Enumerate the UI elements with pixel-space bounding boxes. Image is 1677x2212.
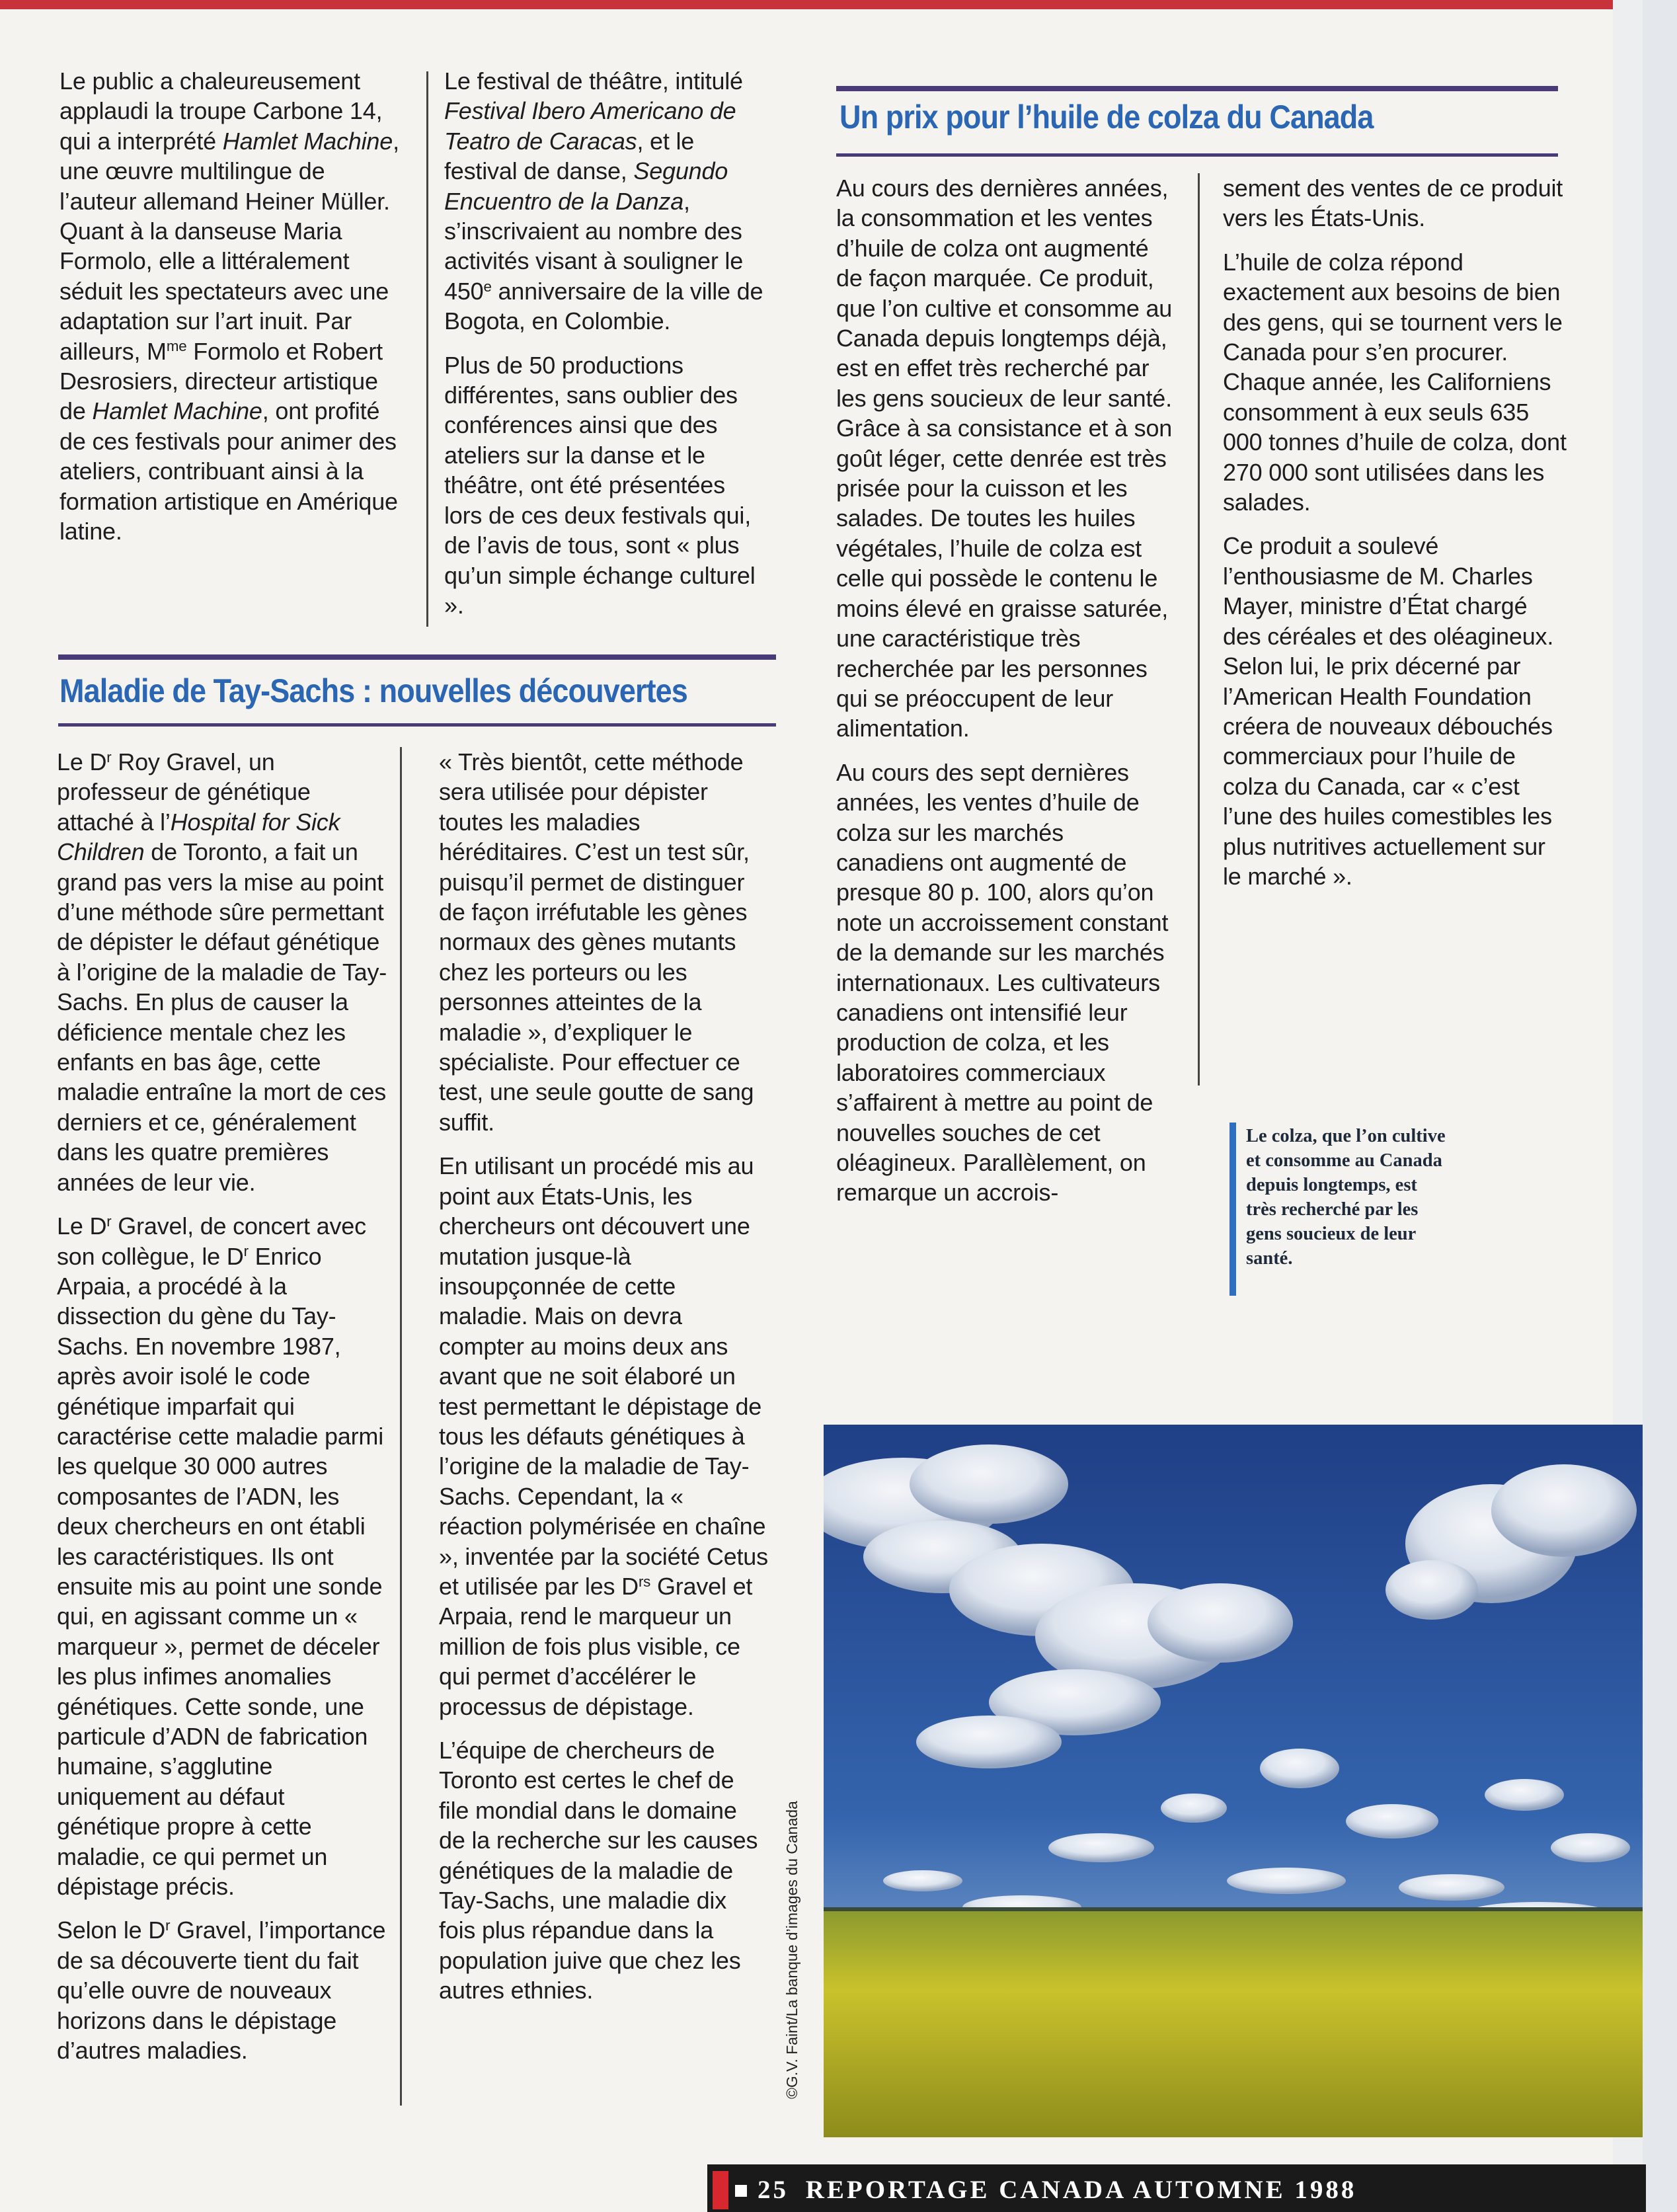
- paragraph: Le festival de théâtre, intitulé Festival Ibero Americano de Teatro de Caracas, et le festival de danse, Segundo Encuentro de la Danza, s’inscrivaient au nombre des activités visant à souligner le 450e anniversaire de la ville de Bogota, en Colombie.: [444, 67, 763, 335]
- paragraph: « Très bientôt, cette méthode sera utilisée pour dépister toutes les maladies héréditaires. C’est un test sûr, puisqu’il permet de distinguer de façon irréfutable les gènes normaux des gènes mutants chez les porteurs ou les personnes atteintes de la maladie », d’expliquer le spécialiste. Pour effectuer ce test, une seule goutte de sang suffit.: [439, 748, 754, 1136]
- page-number: 25: [758, 2176, 789, 2204]
- column-rule: [426, 71, 428, 627]
- article1-column-1: [59, 66, 403, 561]
- paragraph: sement des ventes de ce produit vers les États-Unis.: [1223, 175, 1563, 232]
- paragraph: Le $D^r$ Roy Gravel, un professeur de génétique attaché à l’Hospital for Sick Children de Toronto, a fait un grand pas vers la mise au point d’une méthode sûre permettant de dépister le défaut génétique à l’origine de la maladie de Tay-Sachs. En plus de causer la déficience mentale chez les enfants en bas âge, cette maladie entraîne la mort de ces derniers et ce, généralement dans les quatre premières années de leur vie.: [57, 748, 387, 1196]
- article2-column-1: [57, 747, 387, 2079]
- paragraph: Au cours des dernières années, la consommation et les ventes d’huile de colza ont augmenté de façon marquée. Ce produit, que l’on cultive et consomme au Canada depuis longtemps déjà, est en effet très recherché par les gens soucieux de leur santé. Grâce à sa consistance et à son goût léger, cette denrée est très prisée pour la cuisson et les salades. De toutes les huiles végétales, l’huile de colza est celle qui possède le contenu le moins élevé en graisse saturée, une caractéristique très recherchée par les personnes qui se préoccupent de leur alimentation.: [836, 175, 1173, 742]
- canola-field-sky-image: [824, 1425, 1643, 2137]
- photo-caption: Le colza, que l’on cultive et consomme au Canada depuis longtemps, est très recherché par les gens soucieux de leur santé.: [1246, 1126, 1446, 1269]
- footer-text: [758, 2175, 1356, 2205]
- paragraph: L’huile de colza répond exactement aux besoins de bien des gens, qui se tournent vers le Canada pour s’en procurer. Chaque année, les Californiens consomment à eux seuls 635 000 tonnes d’huile de colza, dont 270 000 sont utilisées dans les salades.: [1223, 248, 1567, 516]
- caption-accent-bar: [1229, 1123, 1236, 1296]
- paragraph: Le public a chaleureusement applaudi la troupe Carbone 14, qui a interprété Hamlet Machine, une œuvre multilingue de l’auteur allemand Heiner Müller. Quant à la danseuse Maria Formolo, elle a littéralement séduit les spectateurs avec une adaptation sur l’art inuit. Par ailleurs, $M^{me}$ Formolo et Robert Desrosiers, directeur artistique de Hamlet Machine, ont profité de ces festivals pour animer des ateliers, contribuant ainsi à la formation artistique en Amérique latine.: [59, 67, 399, 545]
- headline-rule-top: [836, 86, 1558, 91]
- article2-column-2: [439, 747, 769, 2020]
- paragraph: Au cours des sept dernières années, les ventes d’huile de colza sur les marchés canadiens ont augmenté de presque 80 p. 100, alors qu’on note un accroissement constant de la demande sur les marchés internationaux. Les cultivateurs canadiens ont intensifié leur production de colza, et les laboratoires commerciaux s’affairent à mettre au point de nouvelles souches de cet oléagineux. Parallèlement, on remarque un accrois-: [836, 758, 1169, 1206]
- article2-headline: Maladie de Tay-Sachs : nouvelles découvertes: [59, 672, 687, 709]
- headline-rule-bottom: [58, 723, 776, 727]
- paragraph: Ce produit a soulevé l’enthousiasme de M. Charles Mayer, ministre d’État chargé des céréales et des oléagineux. Selon lui, le prix décerné par l’American Health Foundation créera de nouveaux débouchés commerciaux pour l’huile de colza du Canada, car « c’est l’une des huiles comestibles les plus nutritives actuellement sur le marché ».: [1223, 532, 1554, 890]
- paragraph: En utilisant un procédé mis au point aux États-Unis, les chercheurs ont découvert une mutation jusque-là insoupçonnée de cette maladie. Mais on devra compter au moins deux ans avant que ne soit élaboré un test permettant le dépistage de tous les défauts génétiques à l’origine de la maladie de Tay-Sachs. Cependant, la « réaction polymérisée en chaîne », inventée par la société Cetus et utilisée par les $D^{rs}$ Gravel et Arpaia, rend le marqueur un million de fois plus visible, ce qui permet d’accélérer le processus de dépistage.: [439, 1152, 768, 1720]
- publication-title: REPORTAGE CANADA AUTOMNE 1988: [805, 2176, 1357, 2204]
- article1-column-2: [444, 66, 768, 634]
- headline-rule-top: [58, 654, 776, 660]
- paragraph: Le $D^r$ Gravel, de concert avec son collègue, le $D^r$ Enrico Arpaia, a procédé à la dissection du gène du Tay-Sachs. En novembre 1987, après avoir isolé le code génétique imparfait qui caractérise cette maladie parmi les quelque 30 000 autres composantes de l’ADN, les deux chercheurs en ont établi les caractéristiques. Ils ont ensuite mis au point une sonde qui, en agissant comme un « marqueur », permet de déceler les plus infimes anomalies génétiques. Cette sonde, une particule d’ADN de fabrication humaine, s’agglutine uniquement au défaut génétique propre à cette maladie, ce qui permet un dépistage précis.: [57, 1212, 384, 1901]
- photo-credit: ©G.V. Faint/La banque d’images du Canada: [783, 1801, 800, 2099]
- paragraph: L’équipe de chercheurs de Toronto est certes le chef de file mondial dans le domaine de la recherche sur les causes génétiques de la maladie de Tay-Sachs, une maladie dix fois plus répandue dans la population juive que chez les autres ethnies.: [439, 1737, 758, 2004]
- page-footer: [707, 2164, 1646, 2212]
- column-rule: [1198, 173, 1200, 1086]
- paragraph: Selon le $D^r$ Gravel, l’importance de sa découverte tient du fait qu’elle ouvre de nouveaux horizons dans le dépistage d’autres maladies.: [57, 1916, 386, 2065]
- headline-rule-bottom: [836, 153, 1558, 157]
- footer-square-bullet: [735, 2185, 747, 2197]
- article3-column-1: [836, 173, 1173, 1222]
- article3-headline: Un prix pour l’huile de colza du Canada: [839, 99, 1374, 136]
- page-edge: [1643, 0, 1677, 2212]
- paragraph: Plus de 50 productions différentes, sans oublier des conférences ainsi que des ateliers sur la danse et le théâtre, ont été présentées lors de ces deux festivals qui, de l’avis de tous, sont « plus qu’un simple échange culturel ».: [444, 351, 756, 619]
- top-red-border: [0, 0, 1677, 9]
- column-rule: [400, 747, 402, 2106]
- article3-column-2: [1223, 173, 1567, 905]
- canola-field-photo: [824, 1425, 1643, 2137]
- footer-red-mark: [713, 2171, 728, 2209]
